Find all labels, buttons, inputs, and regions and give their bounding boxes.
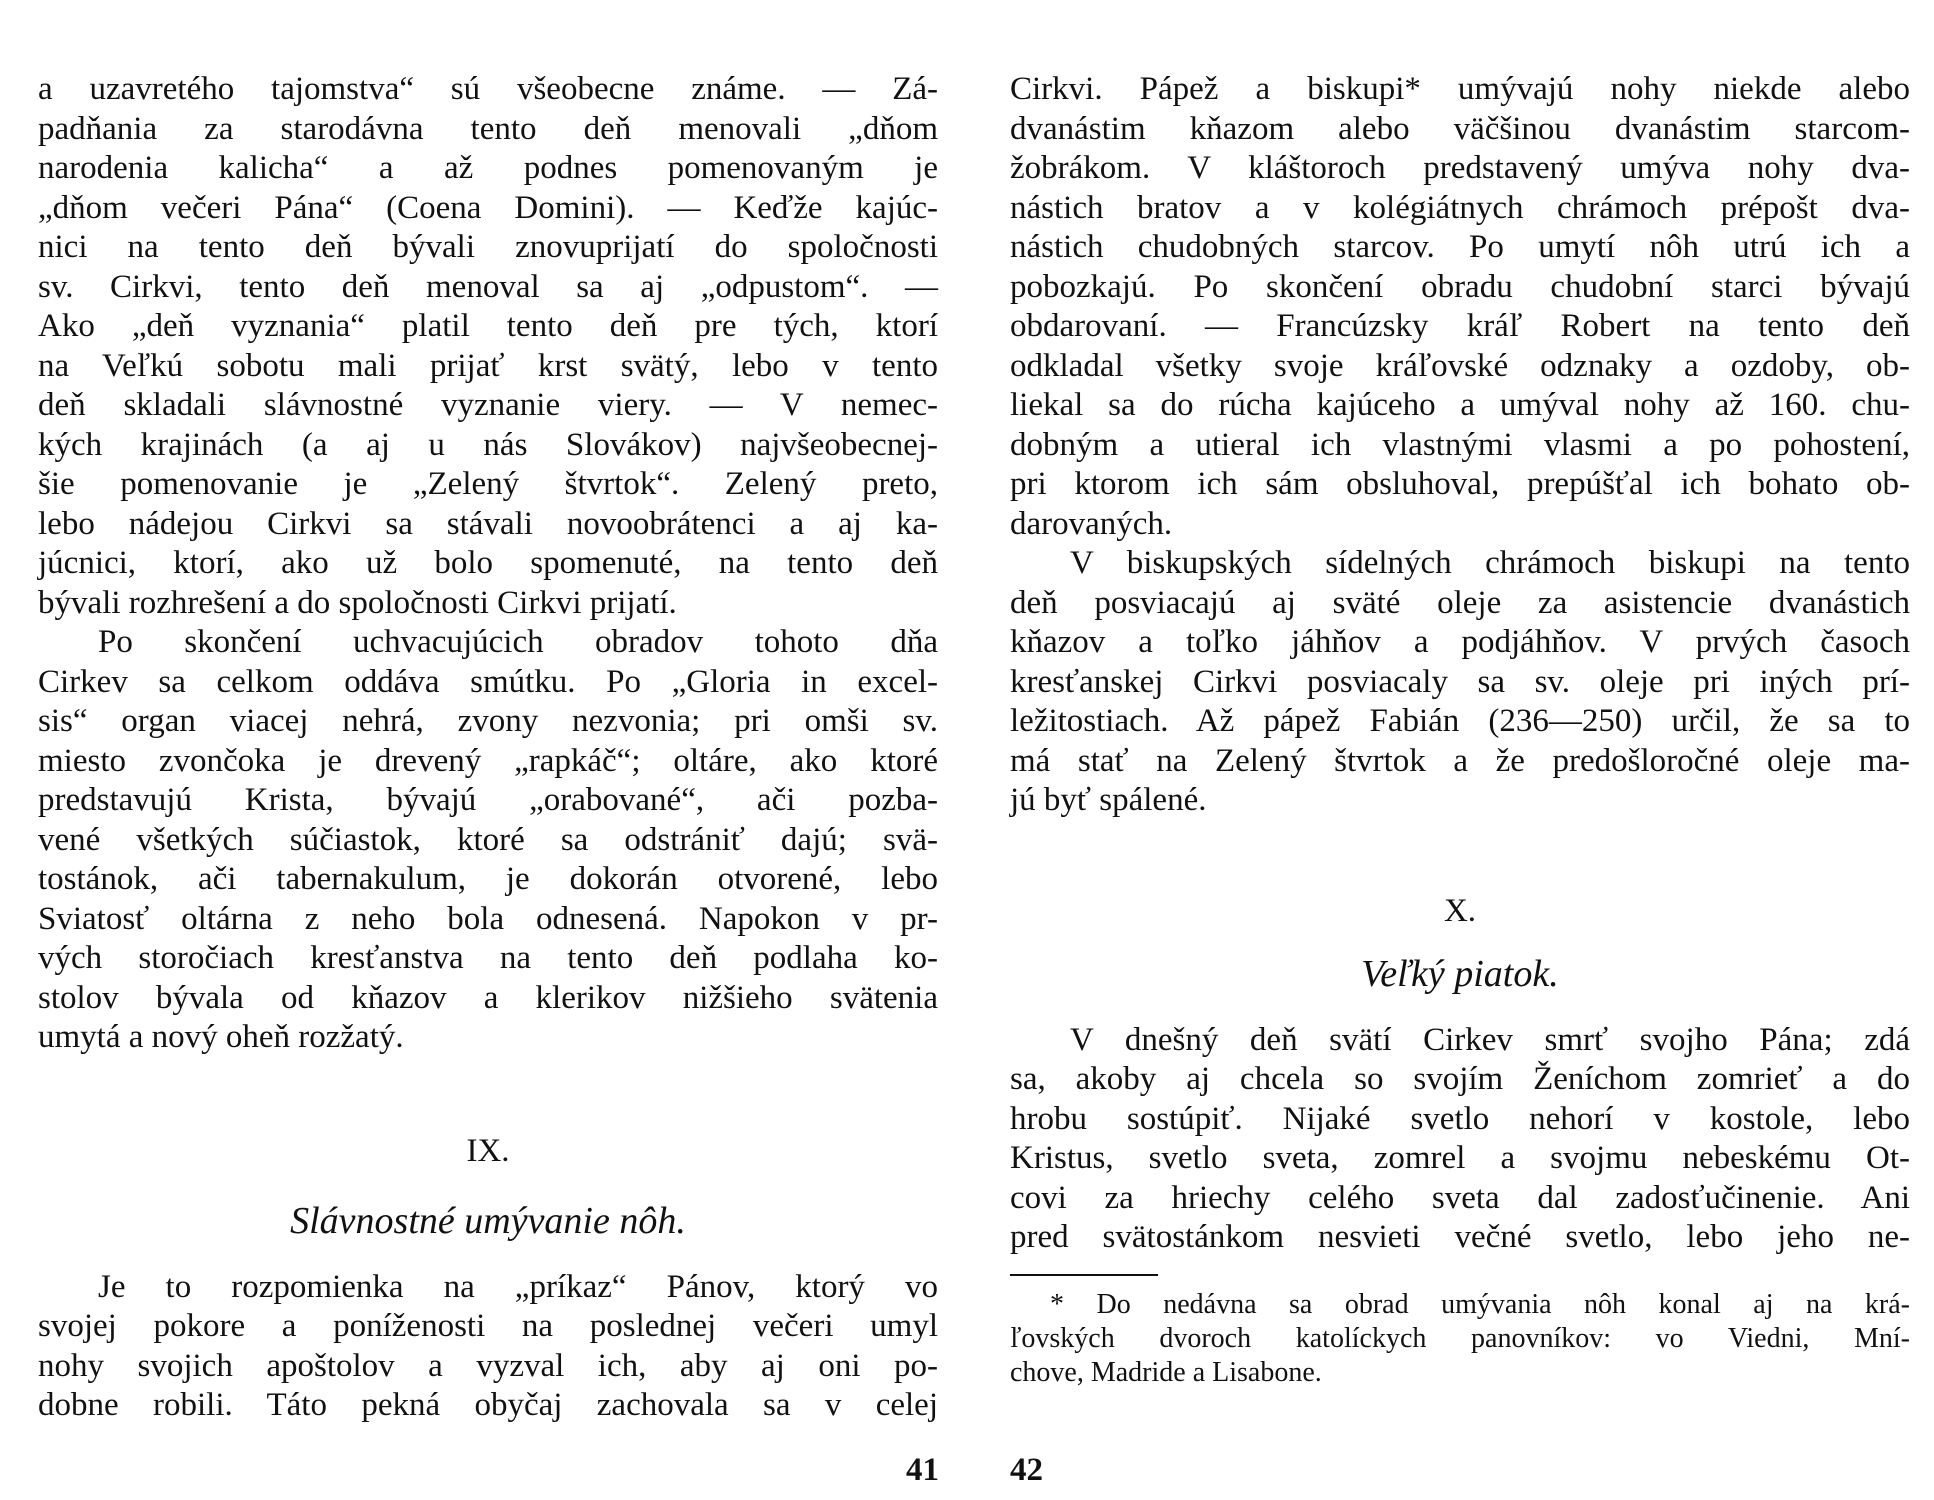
text-line: deň skladali slávnostné vyznanie viery. — V nemec- (38, 387, 938, 423)
text-line: pri ktorom ich sám obsluhoval, prepúšťal ich bohato ob- (1010, 466, 1910, 502)
text-line: má stať na Zelený štvrtok a že predošloročné oleje ma- (1010, 742, 1910, 779)
text-line: sa, akoby aj chcela so svojím Ženíchom zomrieť a do (1010, 1061, 1910, 1097)
text-line: Kristus, svetlo sveta, zomrel a svojmu nebeskému Ot- (1010, 1140, 1910, 1176)
text-line: stolov bývala od kňazov a klerikov nižšieho svätenia (38, 979, 938, 1016)
text-line: tostánok, ači tabernakulum, je dokorán otvorené, lebo (38, 861, 938, 897)
text-line: „dňom večeri Pána“ (Coena Domini). — Keďže kajúc- (38, 189, 938, 226)
text-line: pred svätostánkom nesvieti večné svetlo, lebo jeho ne- (1010, 1219, 1910, 1255)
text-line: obdarovaní. — Francúzsky kráľ Robert na tento deň (1010, 308, 1910, 344)
page-number-left: 41 (906, 1452, 939, 1488)
text-line: nohy svojich apoštolov a vyzval ich, aby aj oni po- (38, 1347, 938, 1384)
text-line: deň posviacajú aj sväté oleje za asistencie dvanástich (1010, 584, 1910, 621)
text-line: Je to rozpomienka na „príkaz“ Pánov, ktorý vo (98, 1268, 938, 1305)
text-line: jú byť spálené. (1010, 782, 1207, 818)
text-line: narodenia kalicha“ a až podnes pomenovaným je (38, 150, 938, 186)
text-line: Ako „deň vyznania“ platil tento deň pre tých, ktorí (38, 308, 938, 344)
text-line: nástich chudobných starcov. Po umytí nôh utrú ich a (1010, 229, 1910, 265)
text-line: V dnešný deň svätí Cirkev smrť svojho Pána; zdá (1070, 1021, 1910, 1058)
text-line: dvanástim kňazom alebo väčšinou dvanástim starcom- (1010, 110, 1910, 147)
text-line: kresťanskej Cirkvi posviacaly sa sv. oleje pri iných prí- (1010, 663, 1910, 700)
footnote-line: ľovských dvoroch katolíckych panovníkov: vo Viedni, Mní- (1010, 1322, 1910, 1354)
text-line: hrobu sostúpiť. Nijaké svetlo nehorí v kostole, lebo (1010, 1100, 1910, 1137)
text-line: V biskupských sídelných chrámoch biskupi na tento (1070, 545, 1910, 581)
text-line: lebo nádejou Cirkvi sa stávali novoobrátenci a aj ka- (38, 505, 938, 542)
text-line: a uzavretého tajomstva“ sú všeobecne známe. — Zá- (38, 71, 938, 107)
text-line: dobne robili. Táto pekná obyčaj zachovala sa v celej (38, 1387, 938, 1423)
text-line: Sviatosť oltárna z neho bola odnesená. Napokon v pr- (38, 900, 938, 937)
section-number-ix: IX. (466, 1132, 510, 1169)
page-number-right: 42 (1010, 1452, 1043, 1488)
text-line: liekal sa do rúcha kajúceho a umýval nohy až 160. chu- (1010, 387, 1910, 423)
text-line: Cirkvi. Pápež a biskupi* umývajú nohy niekde alebo (1010, 71, 1910, 107)
text-line: nici na tento deň bývali znovuprijatí do spoločnosti (38, 229, 938, 265)
text-line: predstavujú Krista, bývajú „orabované“, ači pozba- (38, 782, 938, 818)
text-line: dobným a utieral ich vlastnými vlasmi a po pohostení, (1010, 426, 1910, 463)
right-paragraph-1 (1010, 70, 1910, 544)
left-paragraph-1 (38, 70, 938, 623)
text-line: bývali rozhrešení a do spoločnosti Cirkvi prijatí. (38, 584, 677, 621)
text-line: covi za hriechy celého sveta dal zadosťučinenie. Ani (1010, 1179, 1910, 1216)
text-line: kých krajinách (a aj u nás Slovákov) najvšeobecnej- (38, 426, 938, 463)
text-line: padňania za starodávna tento deň menovali „dňom (38, 110, 938, 147)
text-line: sis“ organ viacej nehrá, zvony nezvonia; pri omši sv. (38, 703, 938, 739)
section-number-x: X. (1443, 892, 1477, 929)
footnote (1010, 1288, 1910, 1390)
text-line: ležitostiach. Až pápež Fabián (236—250) určil, že sa to (1010, 703, 1910, 739)
text-line: žobrákom. V kláštoroch predstavený umýva nohy dva- (1010, 150, 1910, 186)
text-line: na Veľkú sobotu mali prijať krst svätý, lebo v tento (38, 347, 938, 384)
text-line: júcnici, ktorí, ako už bolo spomenuté, na tento deň (38, 545, 938, 581)
text-line: darovaných. (1010, 505, 1173, 542)
text-line: svojej pokore a poníženosti na poslednej večeri umyl (38, 1308, 938, 1344)
left-paragraph-3 (38, 1268, 938, 1426)
section-title-ix: Slávnostné umývanie nôh. (290, 1199, 686, 1242)
section-title-x: Veľký piatok. (1361, 952, 1559, 995)
text-line: Po skončení uchvacujúcich obradov tohoto dňa (98, 624, 938, 660)
text-line: kňazov a toľko jáhňov a podjáhňov. V prvých časoch (1010, 624, 1910, 660)
text-line: Cirkev sa celkom oddáva smútku. Po „Gloria in excel- (38, 663, 938, 700)
footnote-line: chove, Madride a Lisabone. (1010, 1356, 1322, 1388)
footnote-rule (1010, 1274, 1158, 1276)
text-line: umytá a nový oheň rozžatý. (38, 1019, 404, 1055)
text-line: šie pomenovanie je „Zelený štvrtok“. Zelený preto, (38, 466, 938, 502)
left-paragraph-2 (38, 623, 938, 1058)
text-line: nástich bratov a v kolégiátnych chrámoch prépošt dva- (1010, 189, 1910, 226)
text-line: vené všetkých súčiastok, ktoré sa odstrániť dajú; svä- (38, 821, 938, 858)
right-page (1010, 70, 1910, 1390)
left-page (38, 70, 938, 1426)
right-paragraph-2 (1010, 544, 1910, 821)
text-line: vých storočiach kresťanstva na tento deň podlaha ko- (38, 940, 938, 976)
text-line: odkladal všetky svoje kráľovské odznaky a ozdoby, ob- (1010, 347, 1910, 384)
right-paragraph-3 (1010, 1021, 1910, 1258)
footnote-line: * Do nedávna sa obrad umývania nôh konal aj na krá- (1050, 1288, 1910, 1320)
text-line: sv. Cirkvi, tento deň menoval sa aj „odpustom“. — (38, 268, 938, 305)
text-line: miesto zvončoka je drevený „rapkáč“; oltáre, ako ktoré (38, 742, 938, 779)
text-line: pobozkajú. Po skončení obradu chudobní starci bývajú (1010, 268, 1910, 305)
